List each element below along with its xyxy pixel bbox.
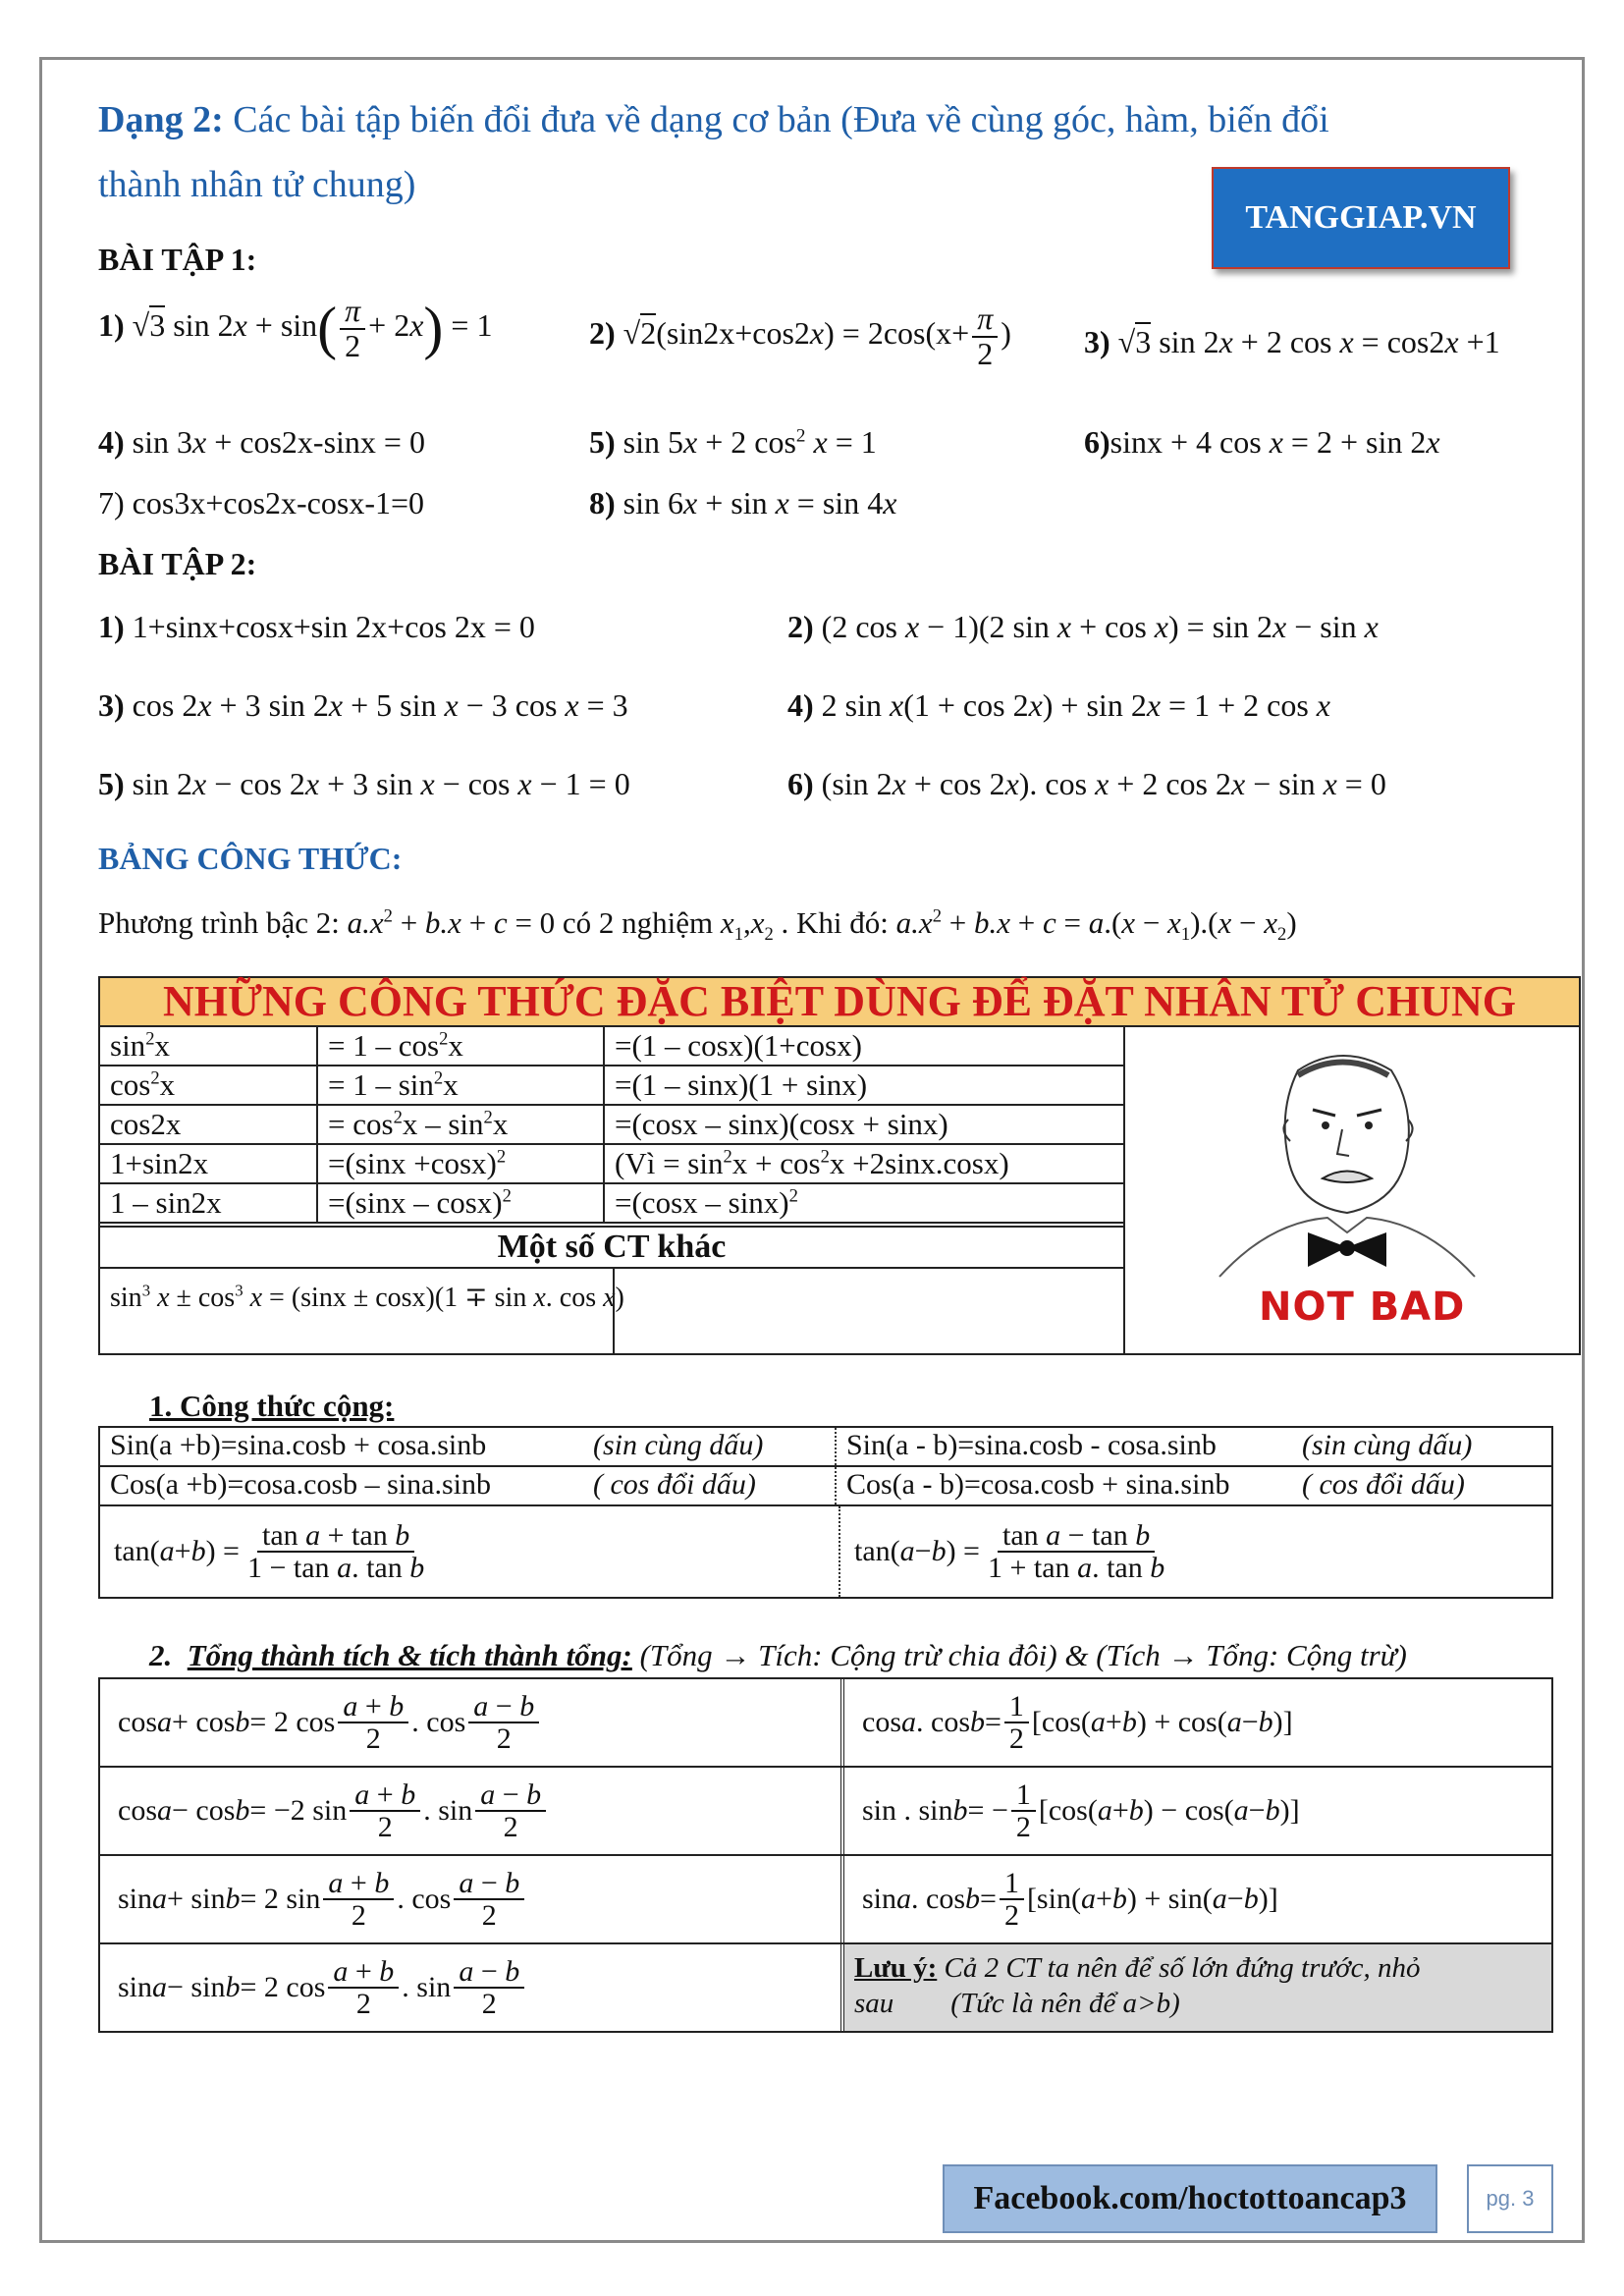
bang-title: BẢNG CÔNG THỨC: xyxy=(98,841,403,876)
other-formula: $\sin^3 x \pm \cos^3 x = (\sin x \pm \cos x)(1 \mp \sin x$. cos x) xyxy=(98,1267,615,1355)
special-title: NHỮNG CÔNG THỨC ĐẶC BIỆT DÙNG ĐỂ ĐẶT NHÂN TỬ CHUNG xyxy=(98,976,1581,1027)
bt2-title: BÀI TẬP 2: xyxy=(98,546,257,581)
tong-heading: 2. Tổng thành tích & tích thành tổng: (Tổng → Tích: Cộng trừ chia đôi) & (Tích → Tổng: Cộng trừ) xyxy=(149,1638,1407,1672)
page-number: pg. 3 xyxy=(1467,2164,1553,2233)
bt2-eq6: 6) (sin 2x + cos 2x). cos x + 2 cos 2x − sin x = 0 xyxy=(787,766,1386,801)
bt1-eq6: 6)sinx + 4 cos x = 2 + sin 2x xyxy=(1084,424,1440,460)
bt2-eq4: 4) 2 sin x(1 + cos 2x) + sin 2x = 1 + 2 cos x xyxy=(787,687,1330,723)
pt-bac2: Phương trình bậc 2: $a.x^2 + b.x + c = 0$ có 2 nghiệm $x_1,x_2$ . Khi đó: $a.x^2 + b.x + c = a.(x - x_1).(x - x_2)$ xyxy=(98,905,1297,946)
cong-heading: 1. Công thức cộng: xyxy=(149,1389,395,1423)
dang-heading: Dạng 2: Các bài tập biến đổi đưa về dạng cơ bản (Đưa về cùng góc, hàm, biến đổi xyxy=(98,99,1329,140)
bt2-eq1: 1) 1+sinx+cosx+sin 2x+cos 2x = 0 xyxy=(98,609,535,644)
bt1-eq8: 8) sin 6x + sin x = sin 4x xyxy=(589,485,897,520)
bt1-eq1: 1) √3 sin 2x + sin( $\frac{\pi}{2}$ + 2x) = 1 xyxy=(98,293,493,363)
special-grid: $\sin^2x$ = $1 - \cos^2x$ =(1 – cosx)(1+cosx) $\cos^2x$ = $1 - \sin^2x$ =(1 – sinx)(1 + sinx) cos2x = $\cos^2x - \sin^2x$ =(cosx – sinx)(cosx + sinx) 1+sin2x $=(\sin x +\cos x)^2$ (Vì = $\sin^2x + \cos^2x +2\sin x.\cos x$) 1 – sin2x =(sinx – cosx)$^2$ =(cosx – sinx)$^2$ xyxy=(98,1025,1125,1224)
luu-y-note: Lưu ý: Cả 2 CT ta nên để số lớn đứng trước, nhỏ sau (Tức là nên để a>b) xyxy=(844,1944,1551,2031)
not-bad-caption: NOT BAD xyxy=(1259,1285,1466,1330)
bt2-eq5: 5) sin 2x − cos 2x + 3 sin x − cos x − 1 = 0 xyxy=(98,766,630,801)
bt1-title: BÀI TẬP 1: xyxy=(98,242,257,277)
bt1-eq3: 3) √3 sin 2x + 2 cos x = cos2x +1 xyxy=(1084,324,1500,359)
bt1-eq5: 5) sin 5x + 2 $\cos^2 x = 1$ xyxy=(589,424,877,460)
meme-face-illustration xyxy=(1180,1031,1504,1286)
tong-table: cos a + cos b = 2 cos $\frac{a + b}{2}$ . cos $\frac{a - b}{2}$ cos a . cos b = $\frac{1}{2}$ [cos( a + b ) + cos( a − b )] cos a − cos b = −2 sin $\frac{a + b}{2}$ . sin $\frac{a - b}{2}$ sin . sin b = − $\frac{1}{2}$ [cos( a + b ) − cos( a − b )] sin a + sin b = 2 sin $\frac{a + b}{2}$ . cos $\frac{a - b}{2}$ sin a . cos b = $\frac{1}{2}$ [sin( a + b ) + sin( a − b )] sin a − sin b = 2 cos $\frac{a + b}{2}$ . sin $\frac{a - b}{2}$ Lưu ý: Cả 2 CT ta nên để số lớn đứng trước, nhỏ sau (Tức là nên để a>b) xyxy=(98,1677,1553,2033)
special-formulas-table xyxy=(98,976,1581,1355)
bt1-eq2: 2) √2(sin2x+cos2x) = 2cos(x+ $\frac{\pi}{2}$ ) xyxy=(589,301,1011,371)
bt2-eq2: 2) (2 cos x − 1)(2 sin x + cos x) = sin 2x − sin x xyxy=(787,609,1379,644)
bt1-eq4: 4) sin 3x + cos2x-sinx = 0 xyxy=(98,424,425,460)
dang-heading-line2: thành nhân tử chung) xyxy=(98,164,416,205)
facebook-link[interactable]: Facebook.com/hoctottoancap3 xyxy=(943,2164,1437,2233)
other-empty-cell xyxy=(613,1267,1125,1355)
other-title: Một số CT khác xyxy=(98,1226,1125,1269)
table-divider xyxy=(1123,1025,1125,1355)
bt1-eq7: 7) cos3x+cos2x-cosx-1=0 xyxy=(98,485,425,520)
cong-table: Sin(a +b)=sina.cosb + cosa.sinb (sin cùng dấu) Sin(a - b)=sina.cosb - cosa.sinb (sin cùng dấu) Cos(a +b)=cosa.cosb – sina.sinb ( cos đổi dấu) Cos(a - b)=cosa.cosb + sina.sinb ( cos đổi dấu) tan( a + b ) = $\frac{\text{tan a + tan b}}{\text{1 − tan a. tan b}}$ tan( a − b ) = $\frac{\text{tan a − tan b}}{\text{1 + tan a. tan b}}$ xyxy=(98,1426,1553,1599)
bt2-eq3: 3) cos 2x + 3 sin 2x + 5 sin x − 3 cos x = 3 xyxy=(98,687,628,723)
brand-badge[interactable]: TANGGIAP.VN xyxy=(1212,167,1510,269)
